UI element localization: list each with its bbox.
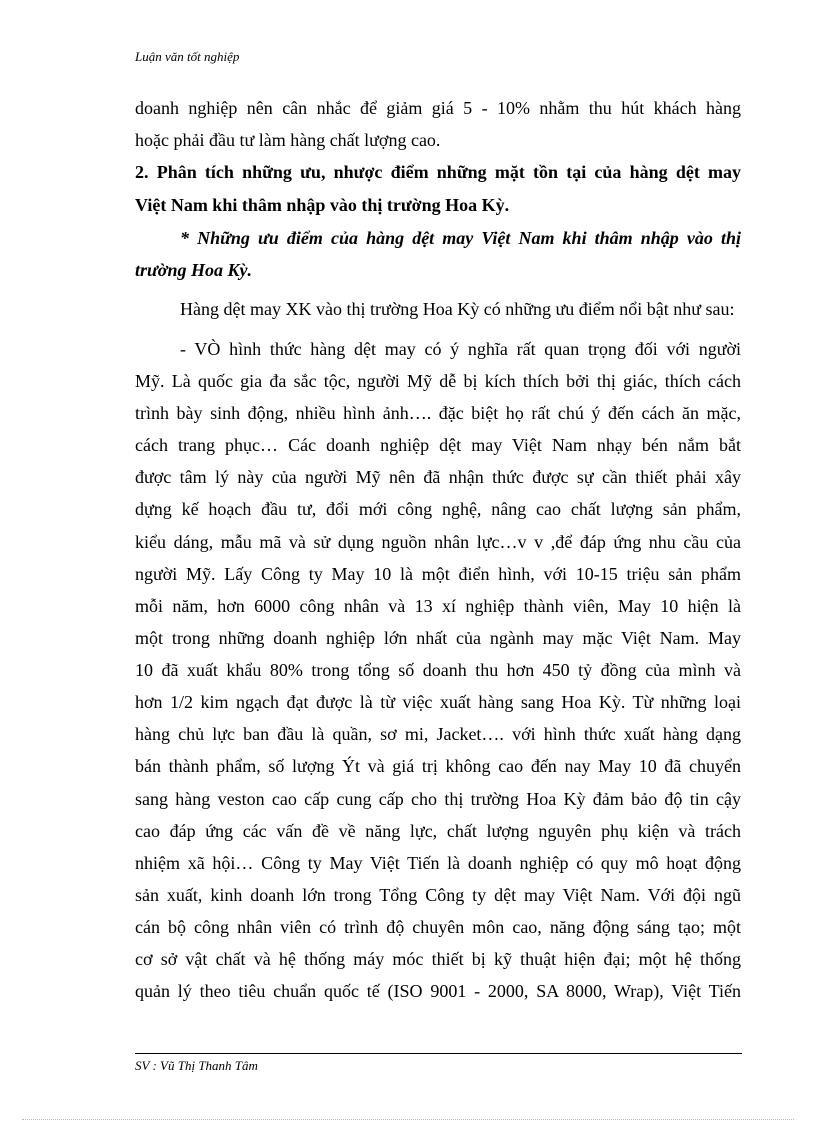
body-line: nhiệm xã hội… Công ty May Việt Tiến là doanh nghiệp có quy mô hoạt động (135, 853, 741, 873)
subsection-heading: trường Hoa Kỳ. (135, 260, 252, 280)
body-line: hơn 1/2 kim ngạch đạt được là từ việc xuất hàng sang Hoa Kỳ. Từ những loại (135, 692, 741, 712)
body-line: cán bộ công nhân viên có trình độ chuyên môn cao, năng động sáng tạo; một (135, 917, 741, 937)
body-line: cao đáp ứng các vấn đề về năng lực, chất lượng nguyên phụ kiện và trách (135, 821, 741, 841)
body-line: sang hàng veston cao cấp cung cấp cho thị trường Hoa Kỳ đảm bảo độ tin cậy (135, 789, 741, 809)
section-heading: Việt Nam khi thâm nhập vào thị trường Hoa Kỳ. (135, 195, 510, 215)
section-heading: 2. Phân tích những ưu, nhược điểm những mặt tồn tại của hàng dệt may (135, 162, 741, 182)
body-line: được tâm lý này của người Mỹ nên đã nhận thức được sự cần thiết phải xây (135, 467, 741, 487)
subsection-heading: * Những ưu điểm của hàng dệt may Việt Nam khi thâm nhập vào thị (180, 228, 741, 248)
body-line: hoặc phải đầu tư làm hàng chất lượng cao. (135, 130, 441, 150)
body-line: cách trang phục… Các doanh nghiệp dệt may Việt Nam nhạy bén nắm bắt (135, 435, 741, 455)
page-bottom-edge (22, 1119, 794, 1120)
body-line: 10 đã xuất khẩu 80% trong tổng số doanh thu hơn 450 tỷ đồng của mình và (135, 660, 741, 680)
body-line: dựng kế hoạch đầu tư, đổi mới công nghệ, nâng cao chất lượng sản phẩm, (135, 499, 741, 519)
body-line: doanh nghiệp nên cân nhắc để giảm giá 5 - 10% nhằm thu hút khách hàng (135, 98, 741, 118)
body-line: một trong những doanh nghiệp lớn nhất của ngành may mặc Việt Nam. May (135, 628, 741, 648)
page-header: Luận văn tốt nghiệp (135, 49, 240, 64)
body-line: Hàng dệt may XK vào thị trường Hoa Kỳ có những ưu điểm nổi bật như sau: (180, 299, 735, 319)
body-line: trình bày sinh động, nhiều hình ảnh…. đặc biệt họ rất chú ý đến cách ăn mặc, (135, 403, 741, 423)
body-line: mỗi năm, hơn 6000 công nhân và 13 xí nghiệp thành viên, May 10 hiện là (135, 596, 741, 616)
footer-divider (135, 1053, 742, 1054)
body-line: sản xuất, kinh doanh lớn trong Tổng Công ty dệt may Việt Nam. Với đội ngũ (135, 885, 741, 905)
body-line: bán thành phẩm, số lượng Ýt và giá trị không cao đến nay May 10 đã chuyển (135, 756, 741, 776)
body-line: cơ sở vật chất và hệ thống máy móc thiết bị kỹ thuật hiện đại; một hệ thống (135, 949, 741, 969)
page-footer: SV : Vũ Thị Thanh Tâm (135, 1058, 258, 1073)
body-line: - VÒ hình thức hàng dệt may có ý nghĩa rất quan trọng đối với người (180, 339, 741, 359)
body-line: người Mỹ. Lấy Công ty May 10 là một điển hình, với 10-15 triệu sản phẩm (135, 564, 741, 584)
body-line: kiểu dáng, mẫu mã và sử dụng nguồn nhân lực…v v ,để đáp ứng nhu cầu của (135, 532, 741, 552)
body-line: Mỹ. Là quốc gia đa sắc tộc, người Mỹ dễ bị kích thích bởi thị giác, thích cách (135, 371, 741, 391)
body-line: quản lý theo tiêu chuẩn quốc tế (ISO 9001 - 2000, SA 8000, Wrap), Việt Tiến (135, 981, 741, 1001)
body-line: hàng chủ lực ban đầu là quần, sơ mi, Jacket…. với hình thức xuất hàng dạng (135, 724, 741, 744)
